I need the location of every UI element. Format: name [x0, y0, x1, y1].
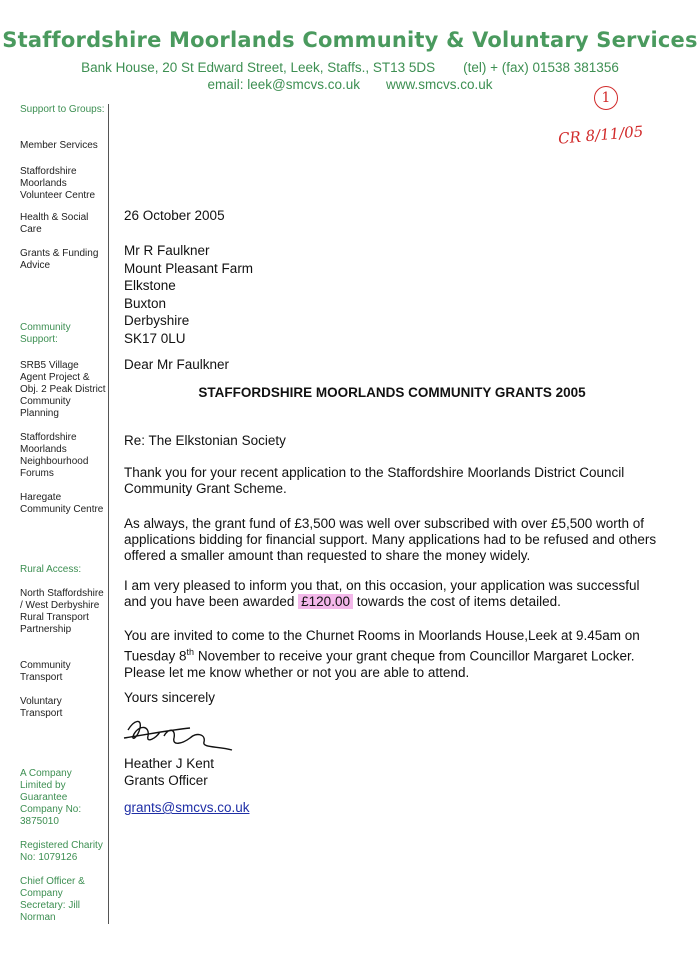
signer-name: Heather J Kent [124, 756, 215, 771]
sidebar-heading-rural: Rural Access: [20, 564, 82, 575]
paragraph-4-text: You are invited to come to the Churnet Rooms in Moorlands House,Leek at 9.45am on Tuesday 8 [124, 628, 640, 664]
letterhead-address-line [0, 60, 700, 75]
salutation: Dear Mr Faulkner [124, 357, 230, 372]
letter-date: 26 October 2005 [124, 208, 225, 223]
sidebar-item: Haregate Community Centre [20, 492, 104, 515]
sidebar-item: Member Services [20, 140, 98, 151]
sidebar-item: SRB5 Village Agent Project & Obj. 2 Peak District Community Planning [20, 360, 106, 419]
sidebar-item: Community Transport [20, 660, 71, 683]
sidebar-item: Staffordshire Moorlands Volunteer Centre [20, 166, 96, 201]
sidebar-heading-community: Community Support: [20, 322, 71, 345]
paragraph-3-text: I am very pleased to inform you that, on this occasion, your application was successful and you have been awarded [124, 578, 640, 609]
paragraph-2: As always, the grant fund of £3,500 was well over subscribed with over £5,500 worth of applications bidding for financial support. Many applications had to be refused and others offered a smaller amount than requested to share the money widely. [124, 516, 657, 563]
address-line: SK17 0LU [124, 330, 186, 346]
sidebar-item: Grants & Funding Advice [20, 248, 99, 271]
company-info: A Company Limited by Guarantee Company No: 3875010 [20, 768, 82, 827]
signature-image [120, 708, 240, 758]
address-line: Buxton [124, 295, 167, 311]
sidebar-divider [108, 104, 109, 924]
paragraph-4-text-end: November to receive your grant cheque from Councillor Margaret Locker. Please let me know whether or not you are able to attend. [124, 648, 635, 680]
charity-info: Registered Charity No: 1079126 [20, 840, 103, 863]
letterhead-phone: (tel) + (fax) 01538 381356 [463, 60, 619, 75]
paragraph-1: Thank you for your recent application to the Staffordshire Moorlands District Council Community Grant Scheme. [124, 465, 625, 496]
paragraph-4 [124, 628, 664, 681]
chief-officer-info: Chief Officer & Company Secretary: Jill Norman [20, 876, 85, 923]
paragraph-3 [124, 578, 664, 610]
address-line: Mount Pleasant Farm [124, 260, 254, 276]
handwritten-date-annotation: CR 8/11/05 [557, 122, 644, 148]
circled-page-number: 1 [594, 86, 618, 110]
signer-block [124, 755, 214, 789]
sidebar-item: Staffordshire Moorlands Neighbourhood Forums [20, 432, 89, 479]
closing: Yours sincerely [124, 690, 216, 705]
sidebar-item: Health & Social Care [20, 212, 89, 235]
letterhead-email: email: leek@smcvs.co.uk [207, 77, 360, 92]
sidebar-heading-support: Support to Groups: [20, 104, 105, 115]
paragraph-3-text-end: towards the cost of items detailed. [356, 594, 561, 609]
sidebar-item: Voluntary Transport [20, 696, 63, 719]
letterhead-contact-line [0, 77, 700, 92]
letter-subject: STAFFORDSHIRE MOORLANDS COMMUNITY GRANTS 2005 [198, 385, 586, 400]
sidebar-item: North Staffordshire / West Derbyshire Rural Transport Partnership [20, 588, 104, 635]
signer-title: Grants Officer [124, 773, 208, 788]
letterhead-website: www.smcvs.co.uk [385, 77, 493, 92]
address-line: Derbyshire [124, 313, 190, 328]
ordinal-suffix: th [186, 647, 195, 657]
address-line: Mr R Faulkner [124, 243, 210, 258]
organization-name: Staffordshire Moorlands Community & Voluntary Services [2, 28, 698, 52]
re-line: Re: The Elkstonian Society [124, 433, 286, 448]
recipient-address [124, 242, 253, 347]
awarded-amount: £120.00 [298, 594, 353, 609]
letterhead-address: Bank House, 20 St Edward Street, Leek, Staffs., ST13 5DS [81, 60, 436, 75]
address-line: Elkstone [124, 278, 176, 293]
contact-email-link[interactable]: grants@smcvs.co.uk [124, 800, 250, 815]
